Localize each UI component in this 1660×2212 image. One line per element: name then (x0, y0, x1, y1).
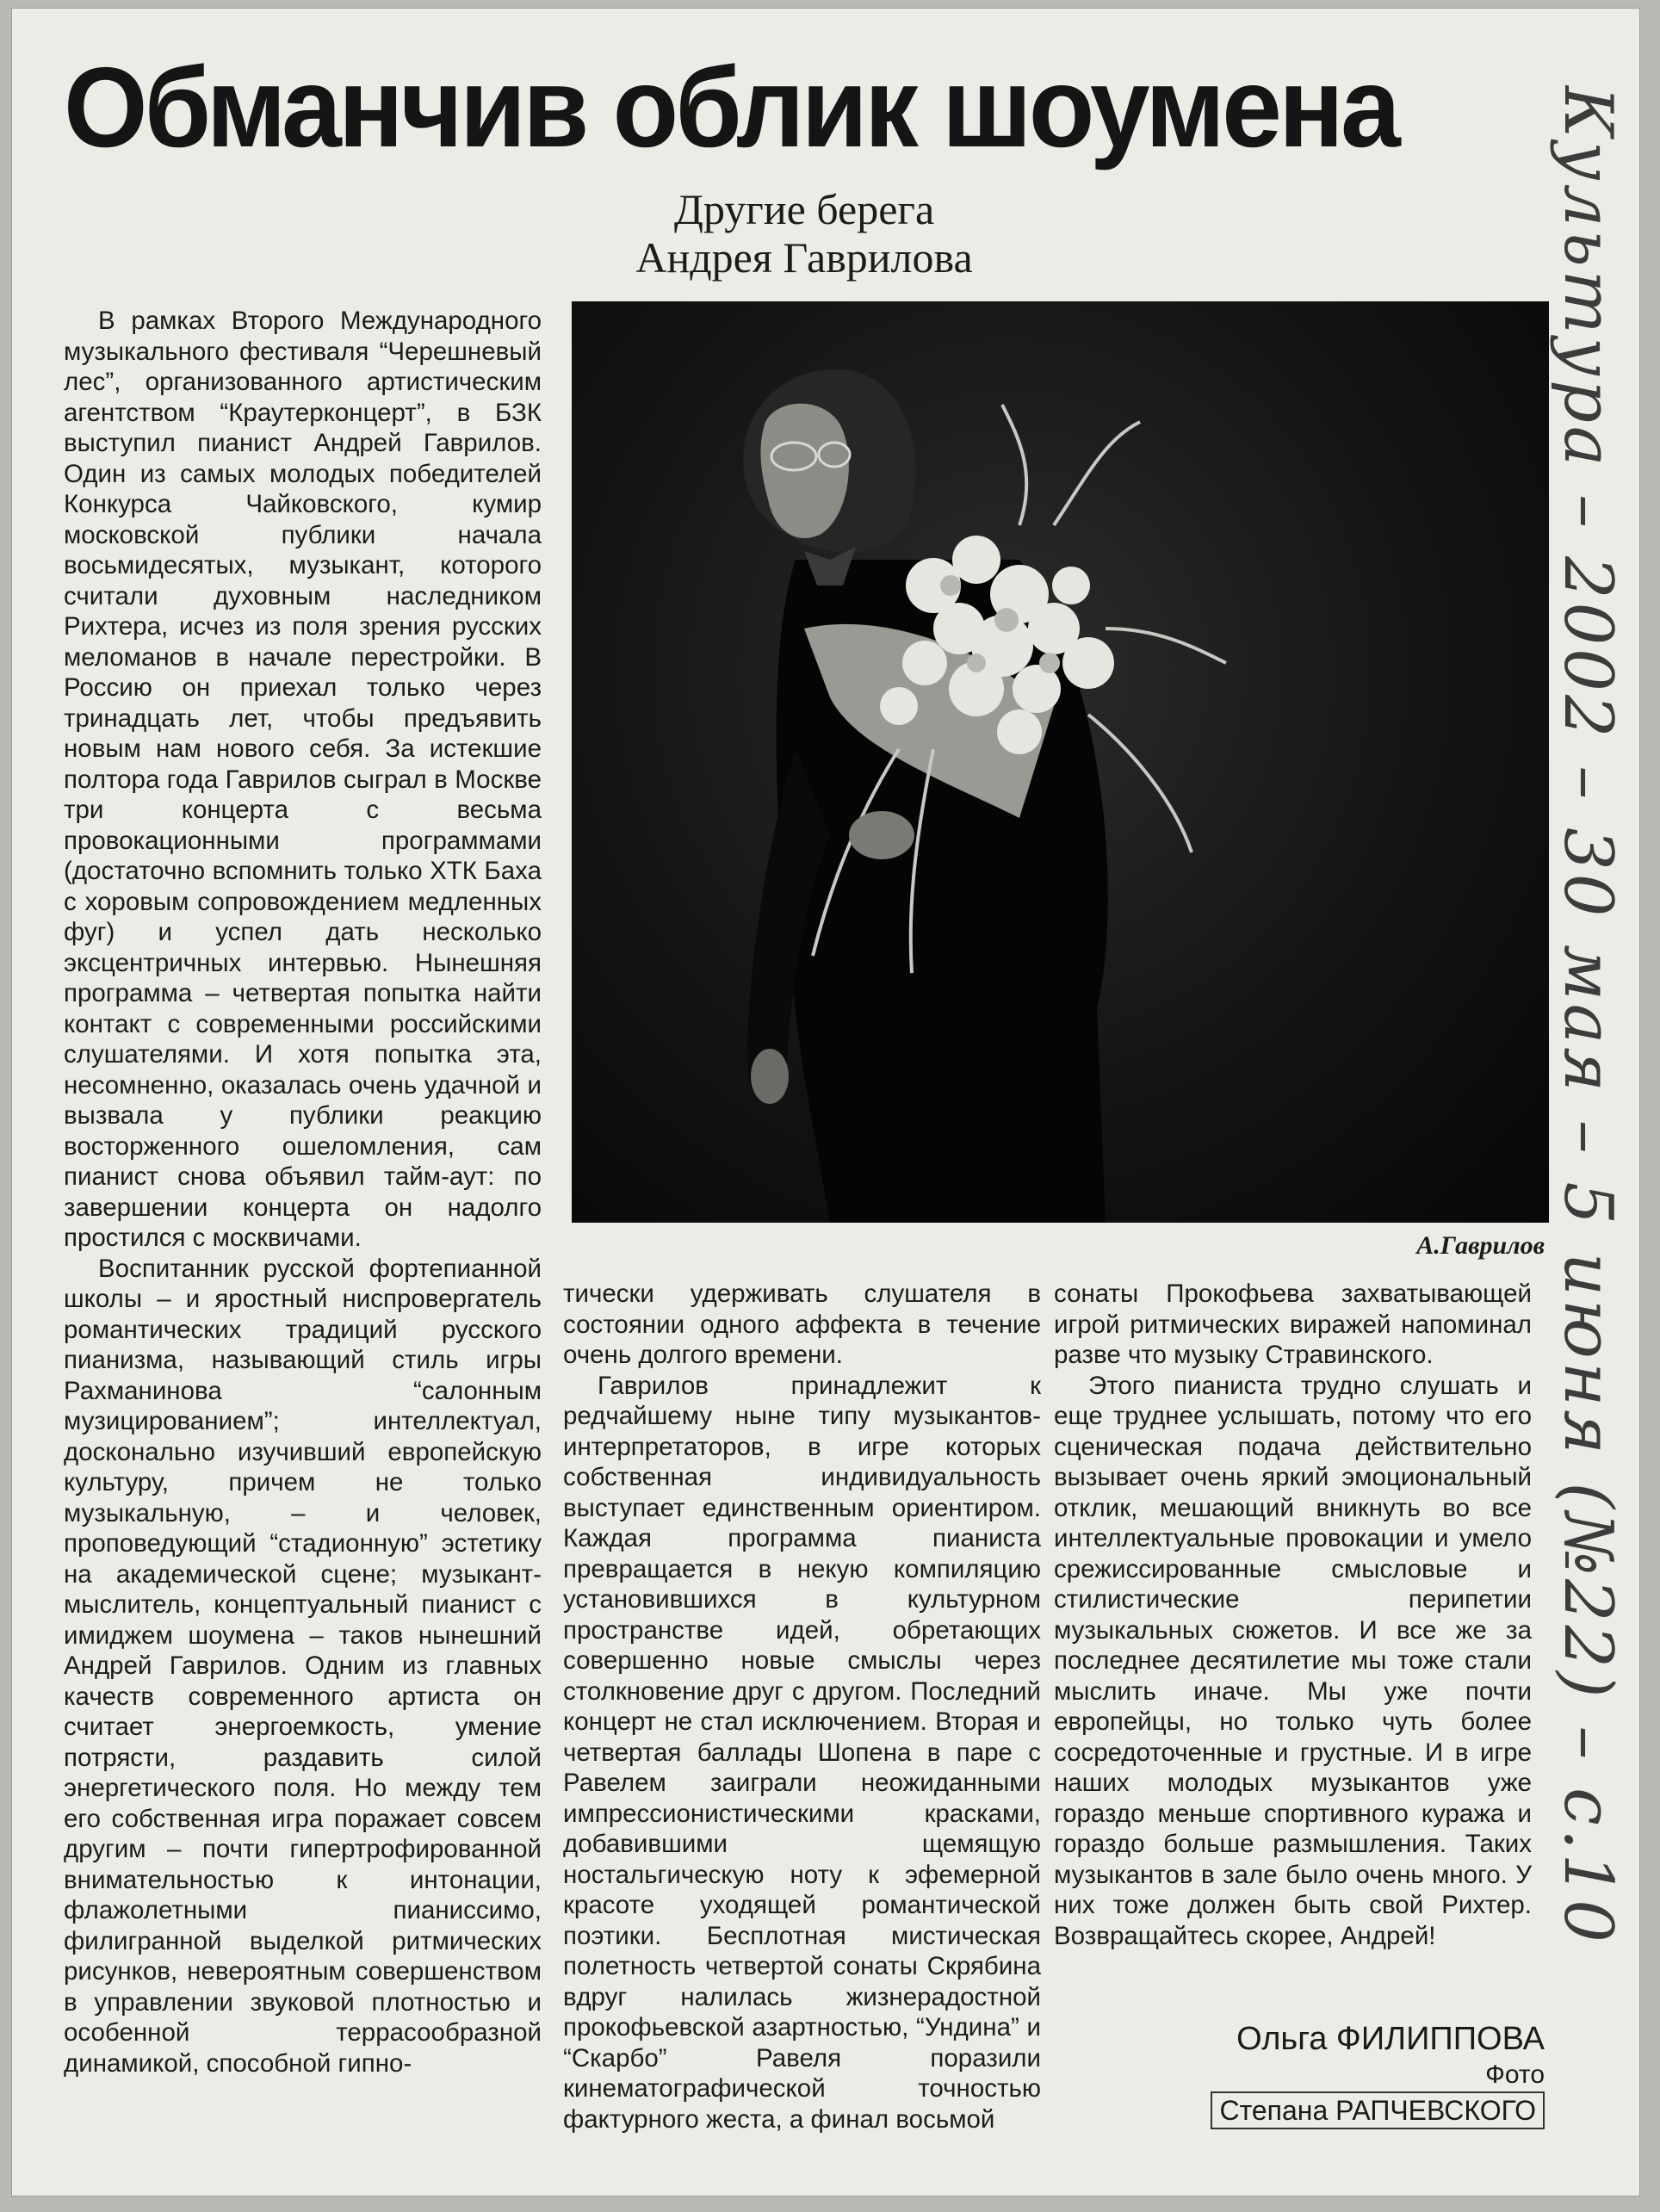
photographer-name: Степана РАПЧЕВСКОГО (1211, 2091, 1545, 2129)
paragraph: сонаты Прокофьева захватывающей игрой ритмических виражей напоминал разве что музыку Стравинского. (1054, 1279, 1532, 1369)
subtitle-line-1: Другие берега (673, 185, 935, 233)
subtitle-line-2: Андрея Гаврилова (635, 233, 973, 282)
handwritten-source-note: Культура – 2002 – 30 мая – 5 июня (№22) – с.10 (1549, 86, 1626, 1946)
subtitle (580, 185, 1028, 282)
paragraph: Этого пианиста трудно слушать и еще труднее услышать, потому что его сценическая подача действительно вызывает очень яркий эмоциональный отклик, мешающий вникнуть во все интеллектуальные провокации и умело срежиссированные смысловые и стилистические перипетии музыкальных сюжетов. И все же за последнее десятилетие мы тоже стали мыслить иначе. Мы уже почти европейцы, но только чуть более сосредоточенные и грустные. И в игре наших молодых музыкантов уже гораздо меньше спортивного куража и гораздо больше размышления. Таких музыкантов в зале было очень много. У них тоже должен быть свой Рихтер. Возвращайтесь скорее, Андрей! (1054, 1371, 1532, 1950)
article-column-left (64, 306, 542, 2166)
photo-credit-label: Фото (1485, 2060, 1545, 2089)
byline (1054, 2019, 1545, 2129)
paragraph: тически удерживать слушателя в состоянии одного аффекта в течение очень долгого времени. (563, 1279, 1041, 1369)
photo-caption: А.Гаврилов (1416, 1231, 1545, 1260)
newspaper-clipping (12, 9, 1639, 2196)
author-name: Ольга ФИЛИППОВА (1236, 2021, 1545, 2057)
headline: Обманчив облик шоумена (64, 44, 1397, 170)
pianist-photo-illustration (572, 301, 1549, 1223)
paragraph: Гаврилов принадлежит к редчайшему ныне типу музыкантов-интерпретаторов, в игре которых собственная индивидуальность выступает единственным ориентиром. Каждая программа пианиста превращается в некую компиляцию установившихся в культурном пространстве идей, обретающих совершенно новые смыслы через столкновение друг с другом. Последний концерт не стал исключением. Вторая и четвертая баллады Шопена в паре с Равелем заиграли неожиданными импрессионистическими красками, добавившими щемящую ностальгическую ноту к эфемерной красоте уходящей романтической поэтики. Бесплотная мистическая полетность четвертой сонаты Скрябина вдруг налилась жизнерадостной прокофьевской азартностью, “Ундина” и “Скарбо” Равеля поразили кинематографической точностью фактурного жеста, а финал восьмой (563, 1371, 1041, 2134)
article-column-right (1054, 1279, 1532, 2019)
paragraph: Воспитанник русской фортепианной школы – и яростный ниспровергатель романтических традиций русского пианизма, называющий стиль игры Рахманинова “салонным музицированием”; интеллектуал, досконально изучивший европейскую культуру, причем не только музыкальную, – и человек, проповедующий “стадионную” эстетику на академической сцене; музыкант-мыслитель, концептуальный пианист с имиджем шоумена – таков нынешний Андрей Гаврилов. Одним из главных качеств современного артиста он считает энергоемкость, умение потрясти, раздавить силой энергетического поля. Но между тем его собственная игра поражает совсем другим – почти гипертрофированной внимательностью к интонации, флажолетными пианиссимо, филигранной выделкой ритмических рисунков, невероятным совершенством в управлении звуковой плотностью и особенной террасообразной динамикой, способной гипно- (64, 1254, 542, 2078)
article-column-middle (563, 1279, 1041, 2174)
pianist-photo (572, 301, 1549, 1223)
paragraph: В рамках Второго Международного музыкального фестиваля “Черешневый лес”, организованного артистическим агентством “Краутерконцерт”, в БЗК выступил пианист Андрей Гаврилов. Один из самых молодых победителей Конкурса Чайковского, кумир московской публики начала восьмидесятых, музыкант, которого считали духовным наследником Рихтера, исчез из поля зрения русских меломанов в начале перестройки. В Россию он приехал только через тринадцать лет, чтобы предъявить новым нам нового себя. За истекшие полтора года Гаврилов сыграл в Москве три концерта с весьма провокационными программами (достаточно вспомнить только ХТК Баха с хоровым сопровождением медленных фуг) и успел дать несколько эксцентричных интервью. Нынешняя программа – четвертая попытка найти контакт с современными российскими слушателями. И хотя попытка эта, несомненно, оказалась очень удачной и вызвала у публики реакцию восторженного ошеломления, сам пианист снова объявил тайм-аут: по завершении концерта он надолго простился с москвичами. (64, 307, 542, 1252)
